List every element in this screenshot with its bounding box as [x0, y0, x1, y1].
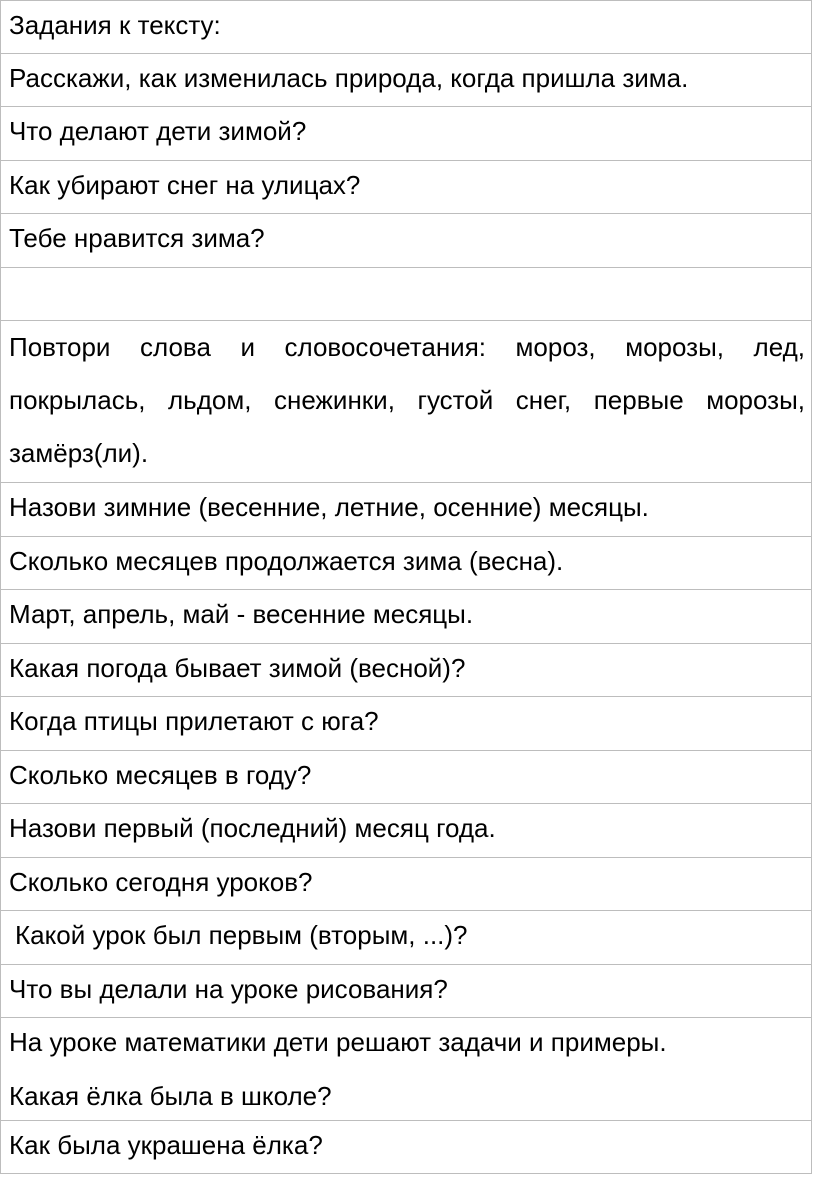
table-row: Что вы делали на уроке рисования?: [1, 965, 811, 1019]
table-row: Сколько сегодня уроков?: [1, 858, 811, 912]
table-row-empty: [1, 268, 811, 322]
table-row: Какой урок был первым (вторым, ...)?: [1, 911, 811, 965]
table-row-word-list: Повтори слова и словосочетания: мороз, морозы, лед, покрылась, льдом, снежинки, густой снег, первые морозы, замёрз(ли).: [1, 321, 811, 483]
table-row: Расскажи, как изменилась природа, когда пришла зима.: [1, 54, 811, 108]
table-row: Как была украшена ёлка?: [1, 1121, 811, 1175]
table-row: Что делают дети зимой?: [1, 107, 811, 161]
table-row: Когда птицы прилетают с юга?: [1, 697, 811, 751]
table-row: Какая ёлка была в школе?: [1, 1072, 811, 1121]
table-row: Тебе нравится зима?: [1, 214, 811, 268]
table-row: Как убирают снег на улицах?: [1, 161, 811, 215]
table-row: На уроке математики дети решают задачи и примеры.: [9, 1027, 667, 1057]
table-row-heading: Задания к тексту:: [1, 0, 811, 54]
table-row: Назови первый (последний) месяц года.: [1, 804, 811, 858]
table-row: Сколько месяцев продолжается зима (весна).: [1, 537, 811, 591]
table-row: Сколько месяцев в году?: [1, 751, 811, 805]
table-row: Март, апрель, май - весенние месяцы.: [1, 590, 811, 644]
table-row: Назови зимние (весенние, летние, осенние) месяцы.: [1, 483, 811, 537]
table-row: Какая погода бывает зимой (весной)?: [1, 644, 811, 698]
